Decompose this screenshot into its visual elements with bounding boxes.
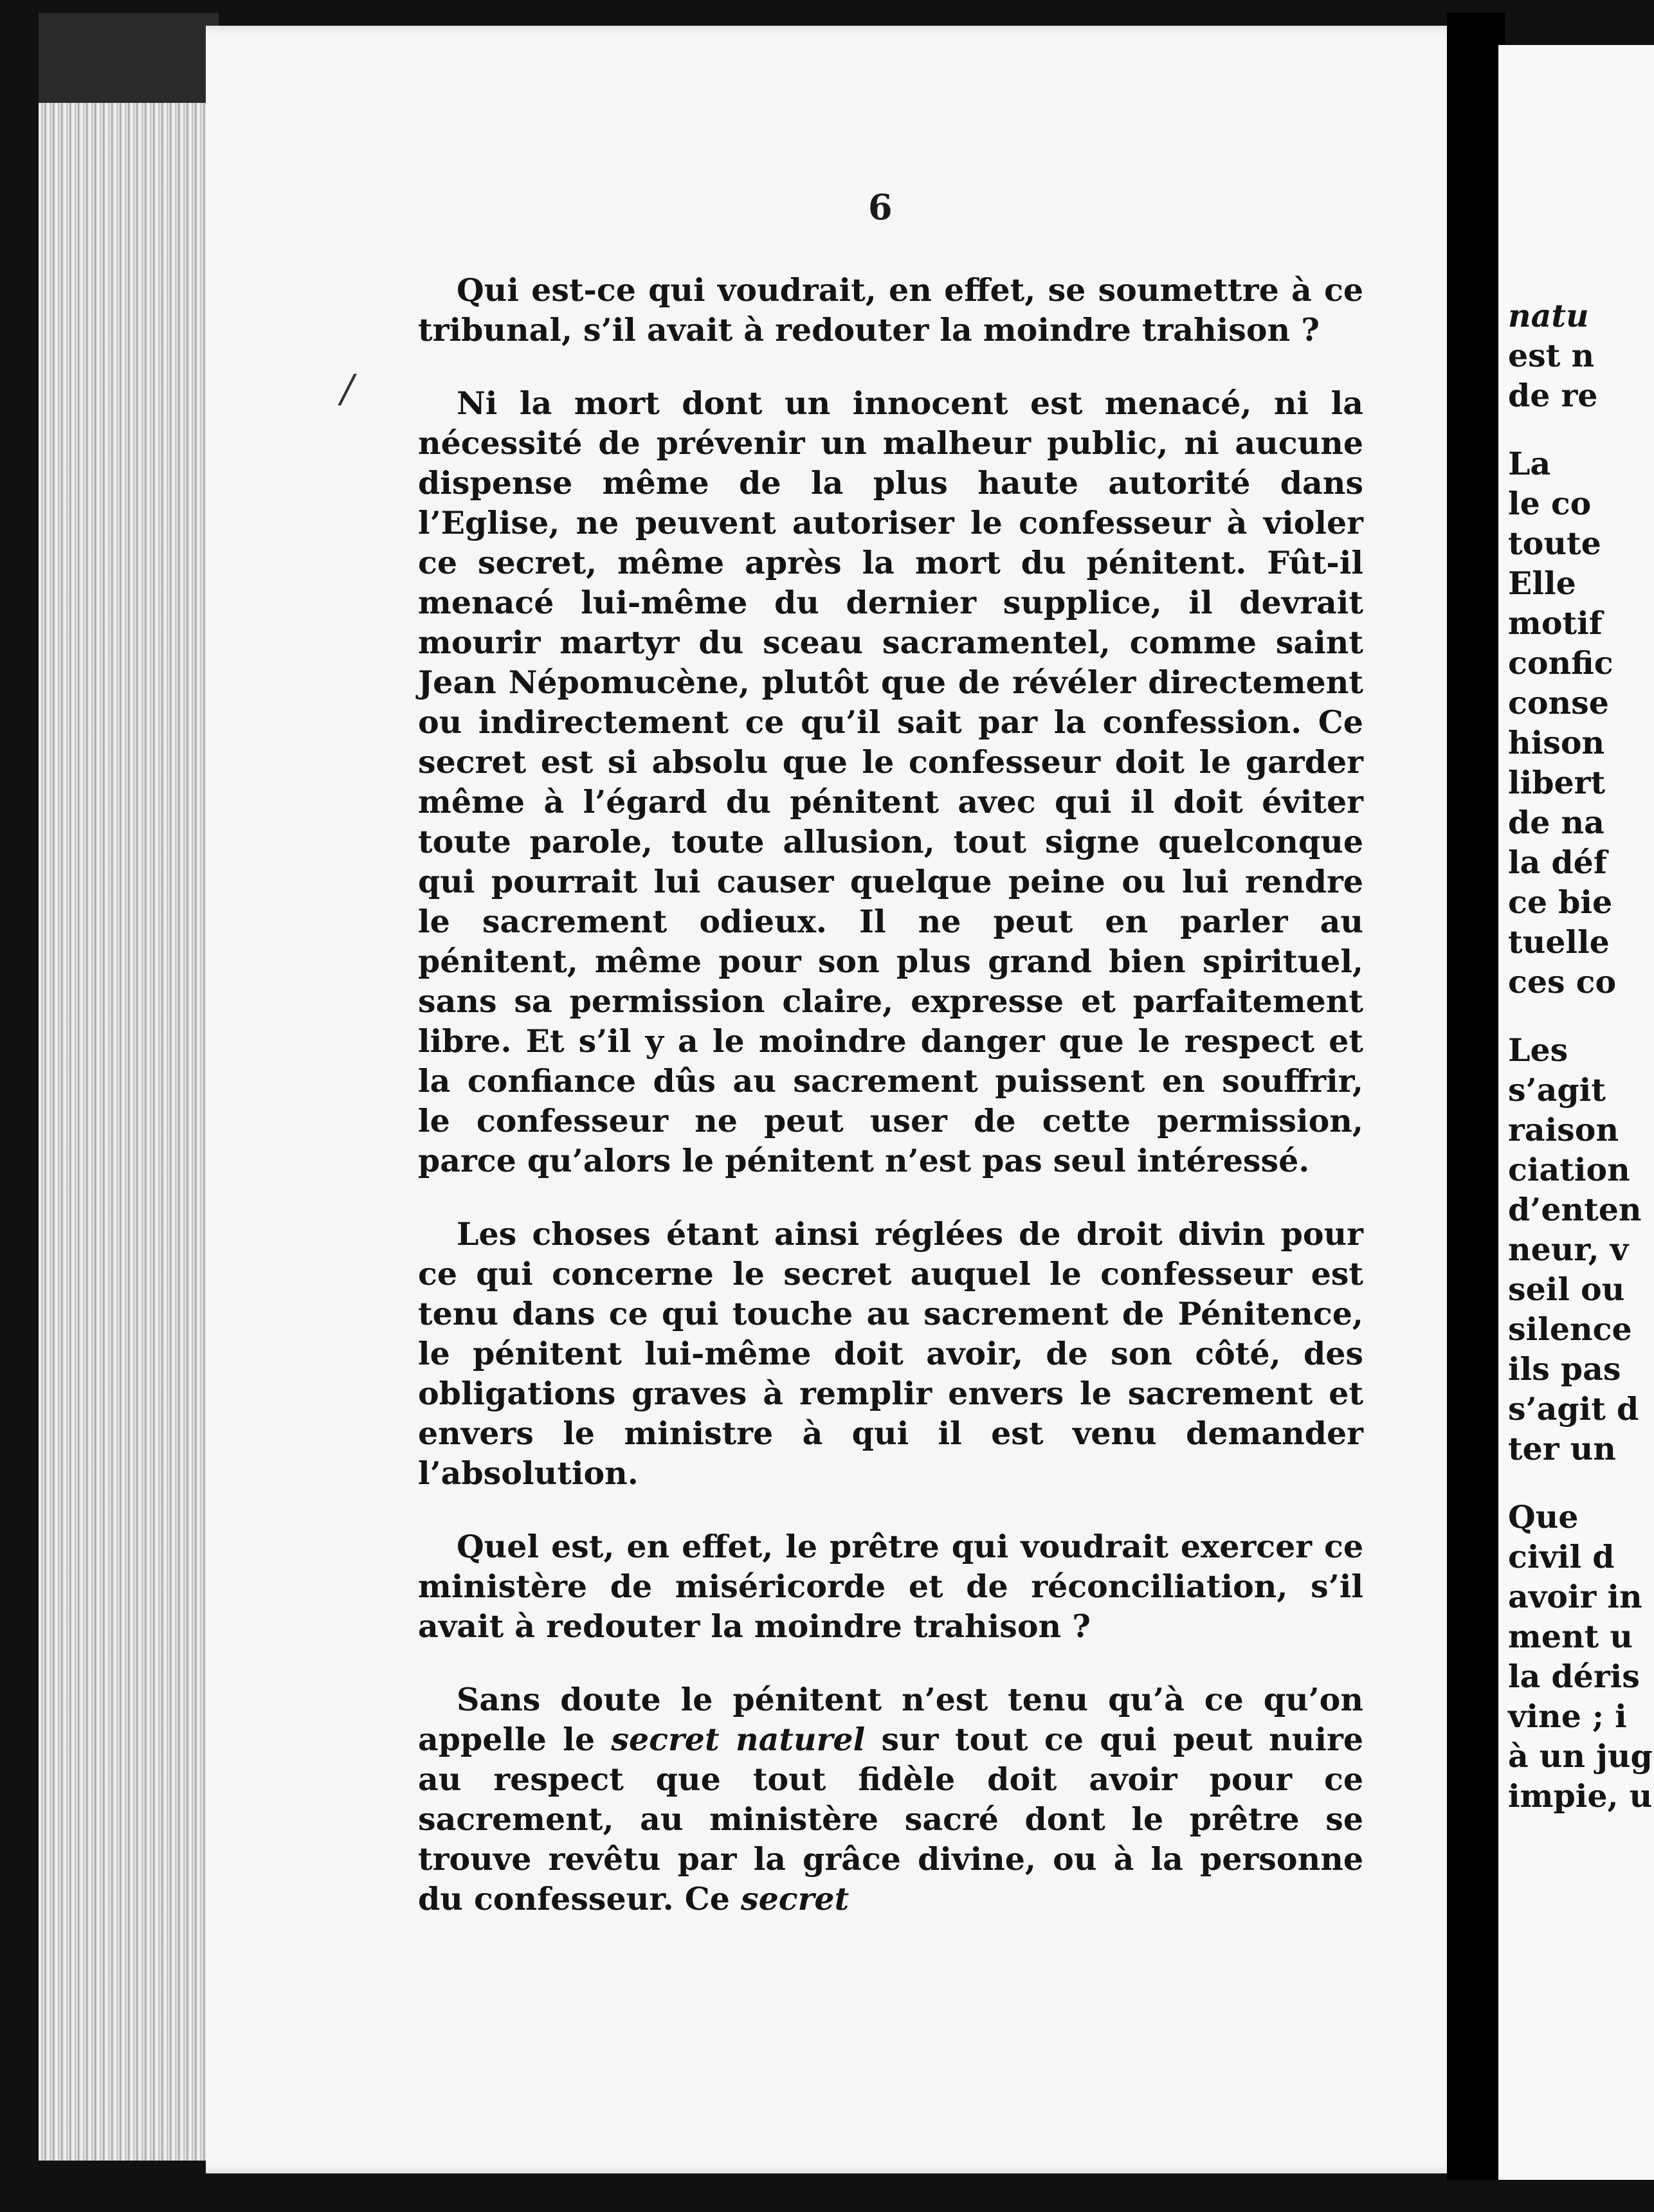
right-page-line: Elle [1508, 565, 1576, 602]
right-page-line: de re [1508, 377, 1598, 414]
book-edge-shadow [39, 13, 219, 103]
right-page-line: hison [1508, 724, 1605, 761]
right-page-line: s’agit [1508, 1071, 1606, 1109]
right-page-line: silence [1508, 1310, 1632, 1348]
right-page-line: ment u [1508, 1618, 1633, 1655]
right-page-line: Les [1508, 1031, 1568, 1069]
right-page-line: neur, v [1508, 1231, 1629, 1268]
right-page-line: s’agit d [1508, 1390, 1639, 1428]
book-page-edges [39, 13, 219, 2161]
right-page-line: la déf [1508, 844, 1607, 881]
right-page-gap [1508, 1469, 1654, 1497]
right-page-line: la déris [1508, 1658, 1640, 1695]
right-page-line: raison [1508, 1111, 1619, 1148]
right-page-line: Que [1508, 1498, 1579, 1536]
left-page-text [418, 270, 1363, 1952]
right-page-line: ces co [1508, 963, 1617, 1001]
right-page-line: ce bie [1508, 884, 1613, 921]
right-page-line: natu [1508, 297, 1589, 334]
paragraph-3: Les choses étant ainsi réglées de droit divin pour ce qui concerne le secret auquel le confesseur est tenu dans ce qui touche au sacrement de Pénitence, le pénitent lui-même doit avoir, de son côté, des obligations graves à remplir envers le sacrement et envers le ministre à qui il est venu demander l’absolution. [418, 1215, 1363, 1492]
paragraph-5-text-b: sur tout ce qui peut nuire au respect que tout fidèle doit avoir pour ce sacrement, au ministère sacré dont le prêtre se trouve revêtu par la grâce divine, ou à la personne du confesseur. Ce [418, 1721, 1363, 1917]
page-number: 6 [868, 186, 893, 228]
right-page-line: à un jug [1508, 1737, 1653, 1775]
right-page-gap [1508, 415, 1654, 444]
paragraph-4: Quel est, en effet, le prêtre qui voudrait exercer ce ministère de miséricorde et de réconciliation, s’il avait à redouter la moindre trahison ? [418, 1528, 1363, 1645]
right-page-line: de na [1508, 804, 1604, 841]
right-page-line: avoir in [1508, 1578, 1642, 1615]
right-page-line: civil d [1508, 1538, 1615, 1575]
margin-pencil-mark: / [341, 367, 354, 412]
right-page-line: tuelle [1508, 923, 1610, 961]
italic-secret-naturel: secret naturel [611, 1721, 866, 1758]
scan-bottom-border [0, 2180, 1654, 2212]
right-page-line: ter un [1508, 1430, 1616, 1467]
paragraph-2: Ni la mort dont un innocent est menacé, ni la nécessité de prévenir un malheur public, ni aucune dispense même de la plus haute autorité dans l’Eglise, ne peuvent autoriser le confesseur à violer ce secret, même après la mort du pénitent. Fût-il menacé lui-même du dernier supplice, il devrait mourir martyr du sceau sacramentel, comme saint Jean Népomucène, plutôt que de révéler directement ou indirectement ce qu’il sait par la confession. Ce secret est si absolu que le confesseur doit le garder même à l’égard du pénitent avec qui il doit éviter toute parole, toute allusion, tout signe quelconque qui pourrait lui causer quelque peine ou lui rendre le sacrement odieux. Il ne peut en parler au pénitent, même pour son plus grand bien spirituel, sans sa permission claire, expresse et parfaitement libre. Et s’il y a le moindre danger que le respect et la confiance dûs au sacrement puissent en souffrir, le confesseur ne peut user de cette permission, parce qu’alors le pénitent n’est pas seul intéressé. [418, 385, 1363, 1179]
right-page-line: vine ; i [1508, 1698, 1627, 1735]
right-page-line: motif [1508, 604, 1603, 642]
right-page-gap [1508, 1002, 1654, 1030]
right-page-text [1508, 296, 1654, 1816]
italic-secret: secret [741, 1880, 850, 1917]
right-page-line: toute [1508, 525, 1601, 562]
right-page-line: impie, u [1508, 1777, 1653, 1815]
paragraph-5 [418, 1680, 1363, 1919]
right-page-line: le co [1508, 485, 1592, 522]
right-page-line: conse [1508, 684, 1609, 721]
right-page-line: confic [1508, 644, 1613, 682]
right-page-line: d’enten [1508, 1191, 1642, 1228]
right-page-line: seil ou [1508, 1271, 1625, 1308]
right-page-line: est n [1508, 337, 1595, 374]
right-page-line: libert [1508, 764, 1606, 801]
paragraph-1: Qui est-ce qui voudrait, en effet, se soumettre à ce tribunal, s’il avait à redouter la moindre trahison ? [418, 271, 1363, 349]
paragraph-5-text-a: Sans doute le pénitent n’est tenu qu’à ce qu’on appelle le [418, 1681, 1363, 1758]
right-page-line: ciation [1508, 1151, 1630, 1188]
right-page-line: La [1508, 445, 1551, 482]
right-page-line: ils pas [1508, 1350, 1621, 1388]
book-gutter [1447, 13, 1505, 2212]
